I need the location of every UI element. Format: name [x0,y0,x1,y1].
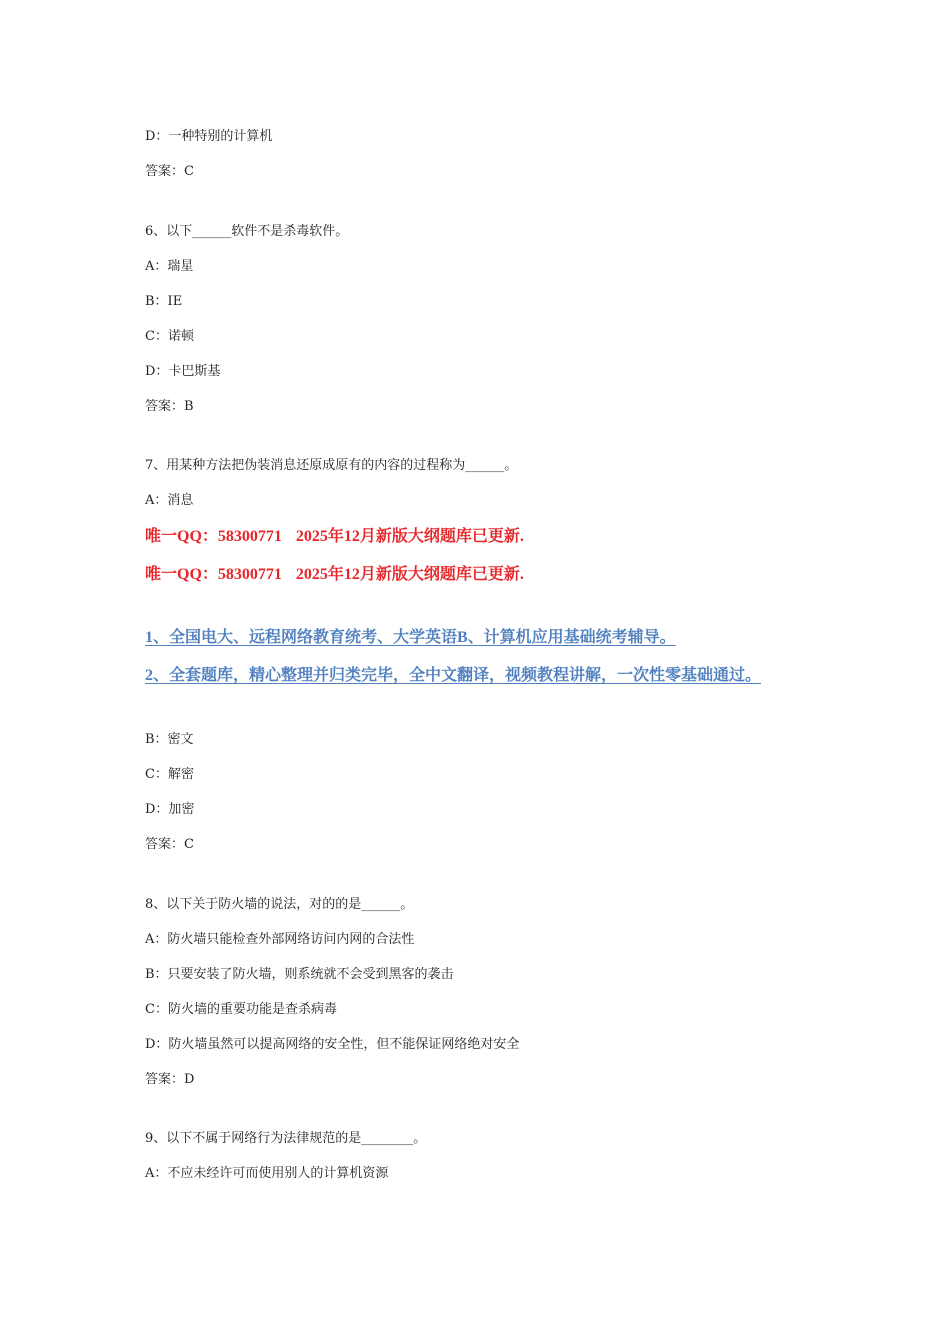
promo-link-1[interactable]: 1、全国电大、远程网络教育统考、大学英语B、计算机应用基础统考辅导。 [145,629,676,646]
q6-answer: 答案：B [145,399,194,414]
q7-option-b: B：密文 [145,732,194,747]
q6-option-c: C：诺顿 [145,329,194,344]
promo-update-note: 2025年12月新版大纲题库已更新. [295,528,524,545]
promo-qq: 唯一QQ：58300771 [145,566,282,583]
q6-question: 6、以下______软件不是杀毒软件。 [145,224,349,239]
q8-option-a: A：防火墙只能检查外部网络访问内网的合法性 [145,932,415,947]
q5-answer: 答案：C [145,164,194,179]
q8-option-d: D：防火墙虽然可以提高网络的安全性，但不能保证网络绝对安全 [145,1037,520,1052]
promo-update-note: 2025年12月新版大纲题库已更新. [295,566,524,583]
q7-option-c: C：解密 [145,767,194,782]
q9-option-a: A：不应未经许可而使用别人的计算机资源 [145,1166,389,1181]
q8-answer: 答案：D [145,1072,195,1087]
q7-option-a: A：消息 [145,493,194,508]
promo-link-2[interactable]: 2、全套题库，精心整理并归类完毕，全中文翻译，视频教程讲解，一次性零基础通过。 [145,667,762,684]
q8-question: 8、以下关于防火墙的说法，对的的是______。 [145,897,414,912]
q9-question: 9、以下不属于网络行为法律规范的是________。 [145,1131,427,1146]
q7-option-d: D：加密 [145,802,195,817]
q8-option-c: C：防火墙的重要功能是查杀病毒 [145,1002,337,1017]
promo-red-line-1 [145,527,524,547]
q8-option-b: B：只要安装了防火墙，则系统就不会受到黑客的袭击 [145,967,454,982]
q7-question: 7、用某种方法把伪装消息还原成原有的内容的过程称为______。 [145,458,518,473]
q7-answer: 答案：C [145,837,194,852]
promo-qq: 唯一QQ：58300771 [145,528,282,545]
promo-red-line-2 [145,565,524,585]
q6-option-b: B：IE [145,294,183,309]
q6-option-a: A：瑞星 [145,259,194,274]
q6-option-d: D：卡巴斯基 [145,364,221,379]
q5-option-d: D：一种特别的计算机 [145,129,273,144]
